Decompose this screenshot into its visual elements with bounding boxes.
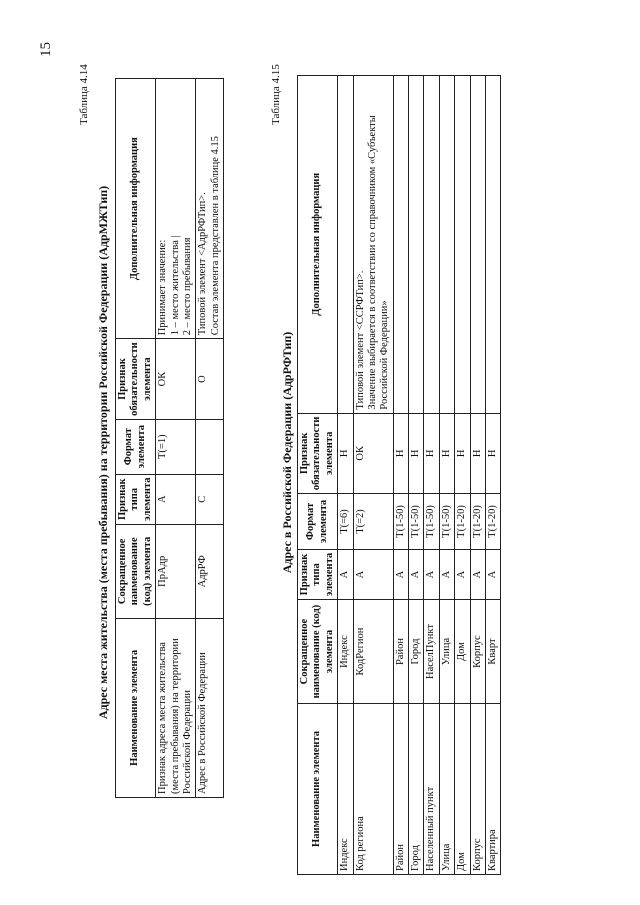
table-cell: Индекс [338,600,353,704]
table-cell: Принимает значение: 1 – место жительства | 2 – место пребывания [156,79,196,339]
table-cell: А [470,549,485,599]
table-cell: Кварт [485,600,500,704]
table-cell: Т(1-50) [439,494,454,550]
table-4-15-label: Таблица 4.15 [270,64,282,125]
column-header: Формат элемента [116,419,156,474]
table-cell: Типовой элемент <ССРФТип>. Значение выбирается в соответствии со справочником «Субъекты Российской Федерации» [353,76,393,414]
table-cell: Дом [455,600,470,704]
table-cell: С [196,474,224,524]
table-header-row [116,79,156,798]
table-cell: Улица [439,600,454,704]
table-cell: Код региона [353,703,393,874]
table-cell: А [439,549,454,599]
table-cell: Т(1-50) [393,494,408,550]
table-4-15 [297,75,501,875]
table-cell [470,76,485,414]
table-cell: Населенный пункт [424,703,439,874]
table-cell [439,76,454,414]
table-row [196,79,224,798]
table-row [156,79,196,798]
table-cell [338,76,353,414]
table-cell: А [455,549,470,599]
table-row [353,76,393,875]
table-cell: Т(1-20) [470,494,485,550]
table-cell: Т(1-20) [485,494,500,550]
table-cell: Т(1-20) [455,494,470,550]
table-cell: А [353,549,393,599]
table-cell [409,76,424,414]
table-cell: А [156,474,196,524]
column-header: Признак типа элемента [116,474,156,524]
table-row [338,76,353,875]
column-header: Наименование элемента [116,618,156,797]
table-cell: Улица [439,703,454,874]
table-cell: Н [424,413,439,494]
table-cell: Типовой элемент <АдрРФТип>. Состав элемента представлен в таблице 4.15 [196,79,224,339]
table-cell: АдрРФ [196,524,224,618]
table-cell: Дом [455,703,470,874]
table-cell: Т(=2) [353,494,393,550]
table-cell: О [196,339,224,420]
table-cell: Т(1-50) [409,494,424,550]
column-header: Признак обязательности элемента [298,413,338,494]
table-row [455,76,470,875]
table-cell: А [338,549,353,599]
table-cell: Город [409,703,424,874]
table-cell: Город [409,600,424,704]
table-row [409,76,424,875]
table-row [393,76,408,875]
table-cell: Корпус [470,703,485,874]
table-cell: Район [393,600,408,704]
column-header: Признак типа элемента [298,549,338,599]
table-cell: А [485,549,500,599]
table-cell: Адрес в Российской Федерации [196,618,224,797]
table-cell: ОК [353,413,393,494]
table-cell [196,419,224,474]
table-cell: Индекс [338,703,353,874]
table-cell: Н [439,413,454,494]
page-number: 15 [38,42,54,57]
table-4-14-label: Таблица 4.14 [78,64,90,125]
table-4-14-title: Адрес места жительства (места пребывания) на территории Российской Федерации (АдрМЖТип) [96,185,110,720]
table-cell [455,76,470,414]
table-cell: Н [455,413,470,494]
table-cell: А [393,549,408,599]
column-header: Дополнительная информация [298,76,338,414]
column-header: Признак обязательности элемента [116,339,156,420]
table-4-15-title: Адрес в Российской Федерации (АдрРФТип) [280,331,294,574]
table-cell [424,76,439,414]
table-cell [485,76,500,414]
table-cell: НаселПункт [424,600,439,704]
table-4-14 [115,78,224,798]
table-cell: А [424,549,439,599]
column-header: Формат элемента [298,494,338,550]
column-header: Сокращенное наименование (код) элемента [298,600,338,704]
table-cell: Т(=6) [338,494,353,550]
column-header: Наименование элемента [298,703,338,874]
table-cell: Т(1-50) [424,494,439,550]
table-cell: Квартира [485,703,500,874]
column-header: Дополнительная информация [116,79,156,339]
table-cell: Н [485,413,500,494]
table-cell: ПрАдр [156,524,196,618]
table-cell: ОК [156,339,196,420]
table-row [485,76,500,875]
table-header-row [298,76,338,875]
table-cell: КодРегион [353,600,393,704]
table-cell [393,76,408,414]
table-cell: Корпус [470,600,485,704]
table-row [439,76,454,875]
table-cell: Н [338,413,353,494]
table-cell: Н [393,413,408,494]
table-row [424,76,439,875]
table-cell: А [409,549,424,599]
table-cell: Н [470,413,485,494]
table-cell: Н [409,413,424,494]
table-row [470,76,485,875]
column-header: Сокращенное наименование (код) элемента [116,524,156,618]
table-cell: Признак адреса места жительства (места пребывания) на территории Российской Федерации [156,618,196,797]
table-cell: Т(=1) [156,419,196,474]
table-cell: Район [393,703,408,874]
